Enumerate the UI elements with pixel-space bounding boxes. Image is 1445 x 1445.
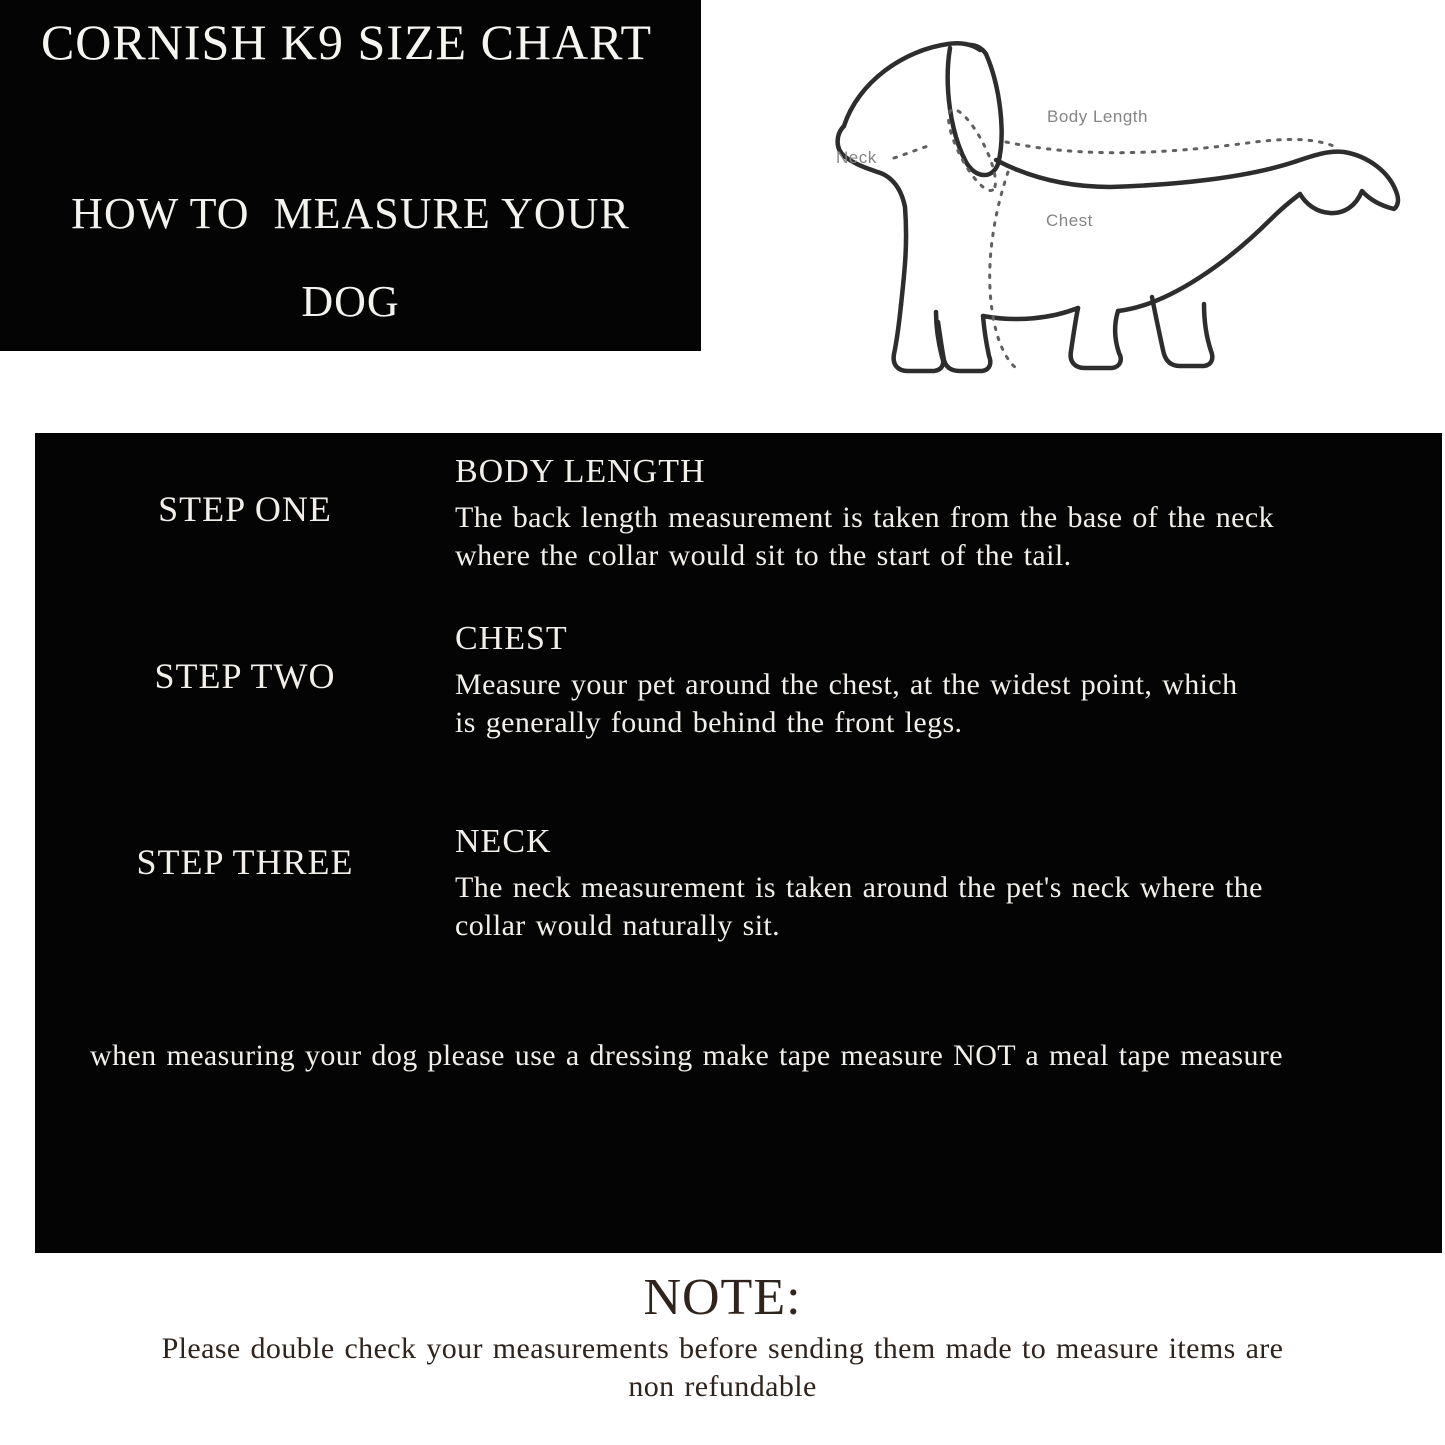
dog-outline-icon — [800, 10, 1420, 410]
dog-rear-leg-far — [1152, 297, 1212, 366]
neck-line-2: collar would naturally sit. — [455, 909, 781, 942]
neck-section — [455, 821, 1365, 945]
measuring-tip: when measuring your dog please use a dressing make tape measure NOT a meal tape measure — [90, 1039, 1284, 1072]
body-length-measure-line — [1006, 139, 1336, 152]
dog-front-leg-far — [938, 316, 990, 371]
dog-back — [996, 152, 1398, 213]
chest-description — [455, 666, 1365, 742]
step-three-label: STEP THREE — [136, 842, 354, 882]
dog-front-leg — [894, 305, 944, 371]
step-two-label: STEP TWO — [154, 656, 336, 696]
dog-ear — [948, 45, 1002, 175]
dog-flank — [1118, 194, 1300, 311]
body-length-heading: BODY LENGTH — [455, 453, 706, 490]
note-line-1: Please double check your measurements before sending them made to measure items are — [161, 1332, 1284, 1365]
body-length-description — [455, 499, 1365, 575]
dog-rear-leg — [1071, 308, 1121, 368]
note-heading: NOTE: — [643, 1269, 802, 1326]
page-title: CORNISH K9 SIZE CHART — [40, 14, 653, 70]
steps-panel — [35, 433, 1442, 1253]
title-panel — [0, 0, 701, 351]
neck-line-1: The neck measurement is taken around the pet's neck where the — [455, 871, 1263, 904]
note-body — [0, 1330, 1445, 1406]
neck-heading: NECK — [455, 823, 552, 860]
chest-measure-line — [990, 172, 1016, 368]
body-length-line-2: where the collar would sit to the start of the tail. — [455, 539, 1072, 572]
chest-section — [455, 618, 1365, 742]
body-length-line-1: The back length measurement is taken from the base of the neck — [455, 501, 1275, 534]
neck-label: Neck — [836, 148, 877, 167]
subtitle-line-2: DOG — [301, 277, 400, 326]
page-subtitle — [0, 170, 701, 346]
neck-pointer-line — [894, 146, 928, 158]
step-one-label: STEP ONE — [158, 489, 332, 529]
dog-measurement-diagram — [800, 10, 1420, 410]
chest-line-2: is generally found behind the front legs. — [455, 706, 963, 739]
neck-description — [455, 869, 1365, 945]
chest-line-1: Measure your pet around the chest, at the widest point, which — [455, 668, 1238, 701]
dog-belly — [983, 308, 1078, 319]
body-length-label: Body Length — [1047, 107, 1148, 126]
subtitle-line-1: HOW TO MEASURE YOUR — [71, 189, 630, 238]
note-line-2: non refundable — [628, 1370, 817, 1403]
chest-label: Chest — [1046, 211, 1093, 230]
chest-heading: CHEST — [455, 620, 568, 657]
body-length-section — [455, 451, 1365, 575]
